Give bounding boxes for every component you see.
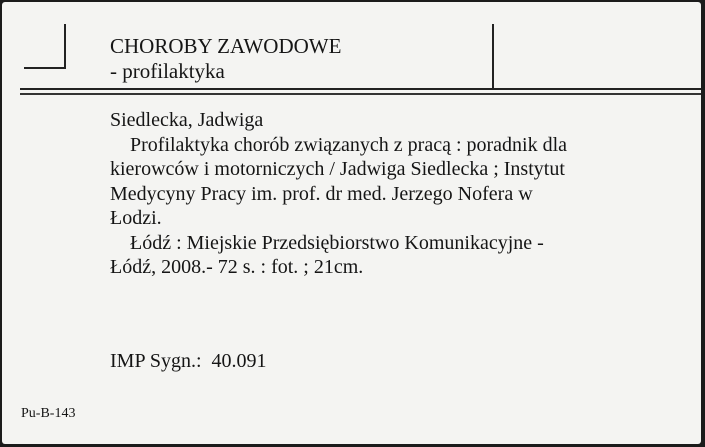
title-line: Profilaktyka chorób związanych z pracą : poradnik dla [130, 133, 568, 156]
call-number [110, 349, 267, 373]
header-rule-top [20, 88, 701, 90]
header-rule-bottom [20, 93, 701, 95]
corner-mark-vertical [64, 24, 66, 69]
subject-heading-block [110, 34, 341, 84]
title-line: Łodzi. [110, 207, 162, 229]
subject-heading: CHOROBY ZAWODOWE [110, 34, 342, 58]
author: Siedlecka, Jadwiga [110, 109, 264, 131]
corner-mark-horizontal [24, 67, 66, 69]
subject-subheading: - profilaktyka [110, 59, 225, 83]
subject-divider [492, 24, 494, 88]
call-number-value: 40.091 [211, 350, 267, 372]
bibliographic-entry [110, 108, 630, 280]
imprint-line: Łódź, 2008.- 72 s. : fot. ; 21cm. [110, 256, 364, 278]
card-id: Pu-B-143 [21, 406, 76, 421]
title-line: Medycyny Pracy im. prof. dr med. Jerzego Nofera w [110, 182, 533, 205]
imprint-line: Łódź : Miejskie Przedsiębiorstwo Komunikacyjne - [130, 231, 544, 254]
catalog-card [2, 2, 701, 444]
call-number-label: IMP Sygn.: [110, 350, 202, 372]
title-line: kierowców i motorniczych / Jadwiga Siedlecka ; Instytut [110, 158, 565, 180]
